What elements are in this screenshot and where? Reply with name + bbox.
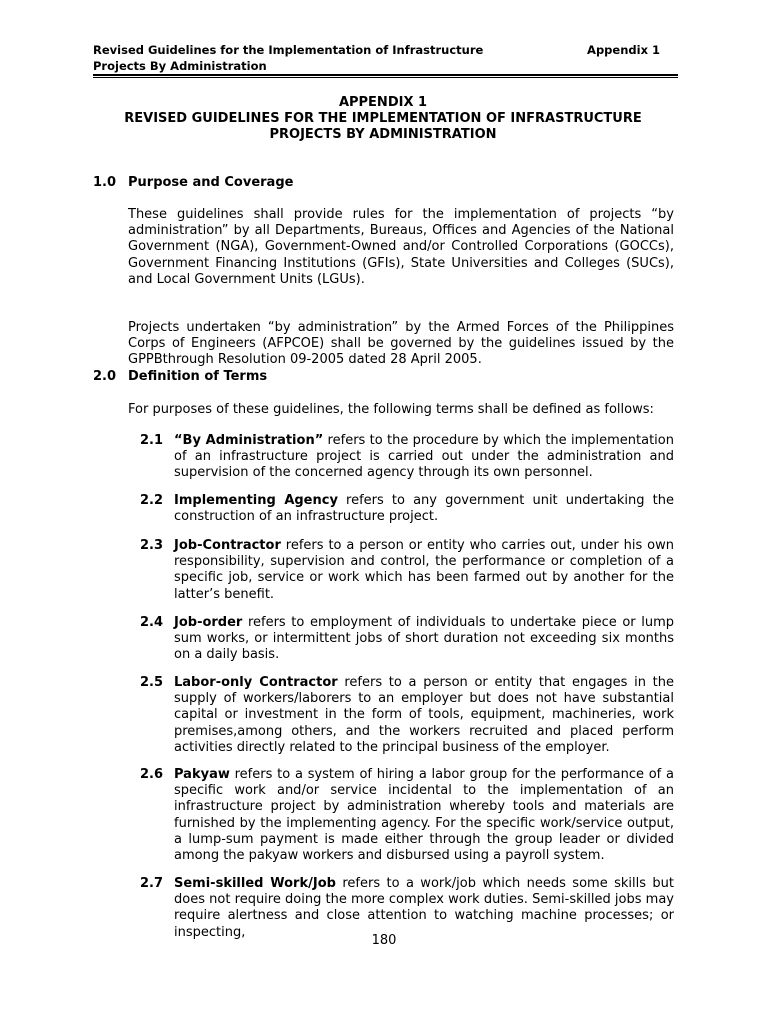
definition-text: refers to the procedure by which the implementation of an infrastructure project is carried out under the administration and supervision of the concerned agency through its own personnel.	[174, 433, 674, 481]
definition-term: Job-order	[174, 615, 243, 630]
section-title: Definition of Terms	[128, 369, 268, 384]
definition-text: refers to any government unit undertaking the construction of an infrastructure project.	[174, 493, 674, 525]
definition-term: Semi-skilled Work/Job	[174, 876, 336, 891]
definition-text: refers to a person or entity that engages in the supply of workers/laborers to an employer but does not have substantial capital or investment in the form of tools, equipment, machineries, work premises,among others, and the workers recruited and placed perform activities directly related to the principal business of the employer.	[174, 675, 674, 755]
definition-text: refers to a work/job which needs some skills but does not require doing the more complex work duties. Semi-skilled jobs may require alertness and close attention to watching machine processes; or inspecting,	[174, 876, 674, 940]
title-line-2: REVISED GUIDELINES FOR THE IMPLEMENTATION OF INFRASTRUCTURE	[124, 111, 642, 126]
definition-term: Pakyaw	[174, 767, 230, 782]
definition-number: 2.6	[140, 767, 164, 782]
definition-item	[140, 675, 674, 756]
definition-text: refers to employment of individuals to undertake piece or lump sum works, or intermittent jobs of short duration not exceeding six months on a daily basis.	[174, 615, 674, 663]
section-heading-1	[93, 175, 293, 191]
document-title	[93, 95, 673, 143]
definition-number: 2.4	[140, 615, 164, 630]
running-header-title-line1: Revised Guidelines for the Implementation of Infrastructure	[93, 43, 484, 57]
definition-term: “By Administration”	[174, 433, 324, 448]
definition-term: Job-Contractor	[174, 538, 281, 553]
definition-number: 2.5	[140, 675, 164, 690]
definition-term: Implementing Agency	[174, 493, 338, 508]
definition-item	[140, 615, 674, 664]
definition-number: 2.1	[140, 433, 164, 448]
definition-term: Labor-only Contractor	[174, 675, 338, 690]
definition-item	[140, 876, 674, 941]
title-line-3: PROJECTS BY ADMINISTRATION	[269, 127, 497, 142]
definition-text: refers to a person or entity who carries out, under his own responsibility, supervision and control, the performance or completion of a specific job, service or work which has been farmed out by another for the latter’s benefit.	[174, 538, 674, 602]
section-heading-2	[93, 369, 267, 385]
section-number: 1.0	[93, 175, 117, 190]
section-number: 2.0	[93, 369, 117, 384]
definition-item	[140, 493, 674, 525]
definition-item	[140, 767, 674, 864]
header-divider	[93, 74, 678, 78]
section-1-paragraph-1: These guidelines shall provide rules for the implementation of projects “by administration” by all Departments, Bureaus, Offices and Agencies of the National Government (NGA), Government-Owned and/or Controlled Corporations (GOCCs), Government Financing Institutions (GFIs), State Universities and Colleges (SUCs), and Local Government Units (LGUs).	[128, 207, 674, 287]
definition-item	[140, 433, 674, 482]
running-header-title-line2: Projects By Administration	[93, 59, 267, 73]
section-1-paragraph-2: Projects undertaken “by administration” by the Armed Forces of the Philippines Corps of Engineers (AFPCOE) shall be governed by the guidelines issued by the GPPBthrough Resolution 09-2005 dated 28 April 2005.	[128, 320, 674, 368]
running-header	[93, 42, 678, 74]
page-number: 180	[371, 933, 397, 948]
section-2-intro: For purposes of these guidelines, the following terms shall be defined as follows:	[128, 402, 654, 417]
definition-number: 2.2	[140, 493, 164, 508]
definition-number: 2.7	[140, 876, 164, 891]
definition-text: refers to a system of hiring a labor group for the performance of a specific work and/or service incidental to the implementation of an infrastructure project by administration whereby tools and materials are furnished by the implementing agency. For the specific work/service output, a lump-sum payment is made either through the group leader or divided among the pakyaw workers and disbursed using a payroll system.	[174, 767, 674, 864]
running-header-appendix: Appendix 1	[587, 43, 660, 57]
title-line-1: APPENDIX 1	[338, 95, 428, 110]
definition-item	[140, 538, 674, 603]
definition-number: 2.3	[140, 538, 164, 553]
section-title: Purpose and Coverage	[128, 175, 294, 190]
